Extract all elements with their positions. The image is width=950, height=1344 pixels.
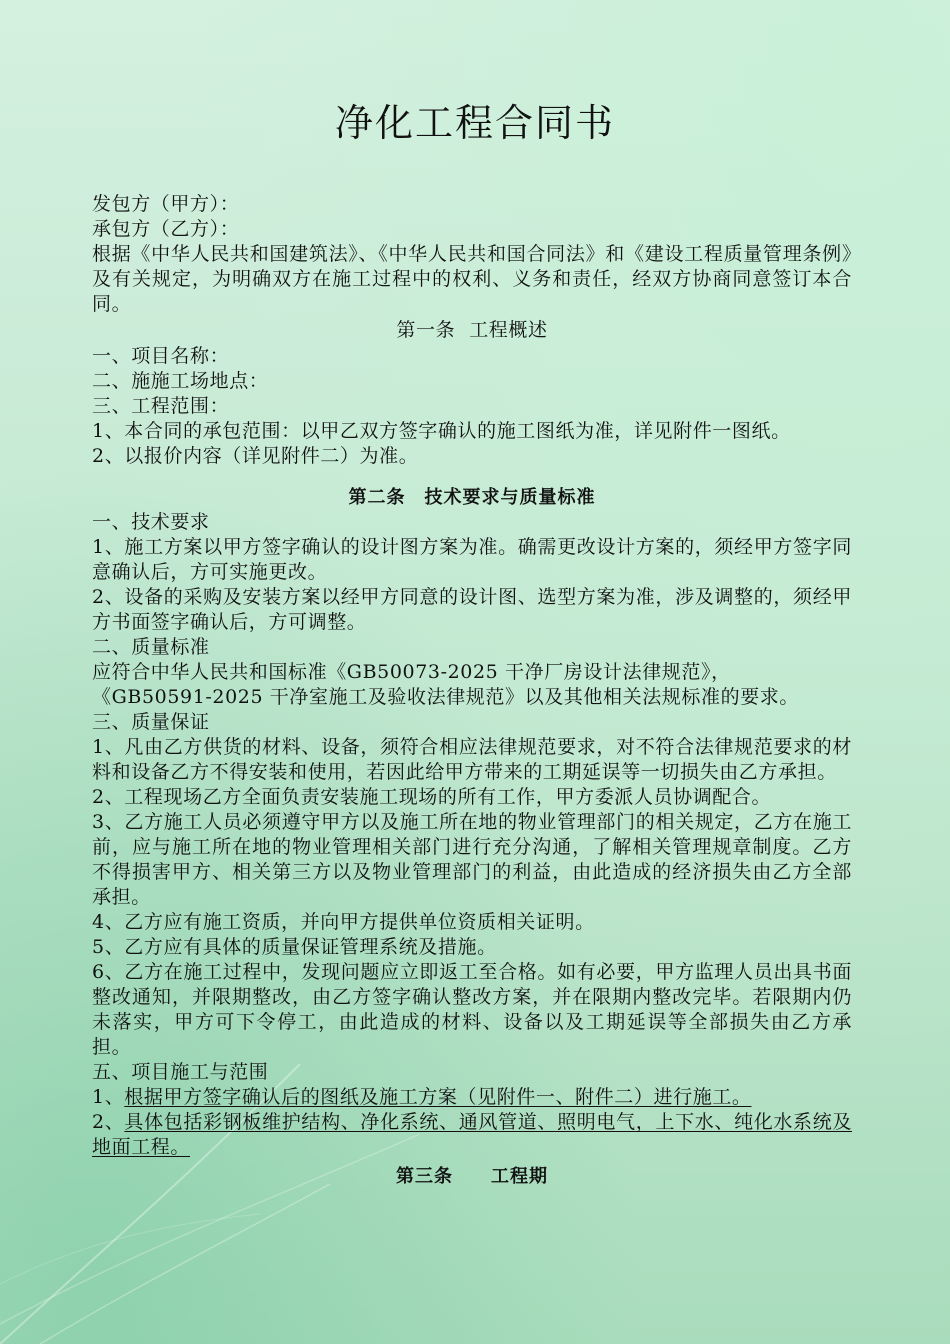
article1-item-site: 二、施施工场地点：	[92, 370, 269, 392]
tech-requirement-2: 2、设备的采购及安装方案以经甲方同意的设计图、选型方案为准，涉及调整的，须经甲方书面签字确认后，方可调整。	[92, 586, 852, 633]
quality-guarantee-5: 5、乙方应有具体的质量保证管理系统及措施。	[92, 936, 497, 958]
construction-scope-title: 五、项目施工与范围	[92, 1061, 269, 1083]
quality-standard-title: 二、质量标准	[92, 636, 210, 658]
quality-standard-line-2: 《GB50591-2025 干净室施工及验收法律规范》以及其他相关法规标准的要求。	[92, 686, 799, 708]
construction-scope-2-text: 具体包括彩钢板维护结构、净化系统、通风管道、照明电气，上下水、纯化水系统及地面工程。	[92, 1111, 852, 1158]
article1-heading	[92, 318, 852, 343]
quality-guarantee-4: 4、乙方应有施工资质，并向甲方提供单位资质相关证明。	[92, 911, 595, 933]
party-a-line: 发包方（甲方）：	[92, 193, 240, 215]
party-b-line: 承包方（乙方）：	[92, 218, 240, 240]
article1-scope-1: 1、本合同的承包范围：以甲乙双方签字确认的施工图纸为准，详见附件一图纸。	[92, 420, 791, 442]
article1-scope-2: 2、以报价内容（详见附件二）为准。	[92, 445, 419, 467]
document-title: 净化工程合同书	[334, 101, 615, 145]
construction-scope-2	[92, 1110, 852, 1160]
quality-guarantee-1: 1、凡由乙方供货的材料、设备，须符合相应法律规范要求，对不符合法律规范要求的材料和设备乙方不得安装和使用，若因此给甲方带来的工期延误等一切损失由乙方承担。	[92, 736, 852, 783]
article2-heading: 第二条 技术要求与质量标准	[348, 487, 596, 508]
construction-scope-1-text: 根据甲方签字确认后的图纸及施工方案（见附件一、附件二）进行施工。	[124, 1086, 752, 1108]
tech-requirements-title: 一、技术要求	[92, 511, 210, 533]
article1-item-scope: 三、工程范围：	[92, 395, 230, 417]
construction-scope-1-number: 1、	[92, 1086, 125, 1108]
contract-body	[92, 192, 852, 1189]
article1-item-name: 一、项目名称：	[92, 345, 230, 367]
quality-guarantee-3: 3、乙方施工人员必须遵守甲方以及施工所在地的物业管理部门的相关规定，乙方在施工前，应与施工所在地的物业管理相关部门进行充分沟通，了解相关管理规章制度。乙方不得损害甲方、相关第三方以及物业管理部门的利益，由此造成的经济损失由乙方全部承担。	[92, 811, 852, 908]
article1-number: 第一条	[396, 319, 456, 341]
article1-title: 工程概述	[469, 319, 548, 341]
preamble-paragraph: 根据《中华人民共和国建筑法》、《中华人民共和国合同法》和《建设工程质量管理条例》及有关规定，为明确双方在施工过程中的权利、义务和责任，经双方协商同意签订本合同。	[92, 243, 852, 315]
quality-guarantee-2: 2、工程现场乙方全面负责安装施工现场的所有工作，甲方委派人员协调配合。	[92, 786, 772, 808]
construction-scope-2-number: 2、	[92, 1111, 125, 1133]
quality-guarantee-title: 三、质量保证	[92, 711, 210, 733]
article3-heading: 第三条 工程期	[396, 1166, 548, 1187]
construction-scope-1	[92, 1085, 852, 1110]
quality-standard-line-1: 应符合中华人民共和国标准《GB50073-2025 干净厂房设计法律规范》，	[92, 661, 731, 683]
quality-guarantee-6: 6、乙方在施工过程中，发现问题应立即返工至合格。如有必要，甲方监理人员出具书面整改通知，并限期整改，由乙方签字确认整改方案，并在限期内整改完毕。若限期内仍未落实，甲方可下令停工，由此造成的材料、设备以及工期延误等全部损失由乙方承担。	[92, 961, 852, 1058]
tech-requirement-1: 1、施工方案以甲方签字确认的设计图方案为准。确需更改设计方案的，须经甲方签字同意确认后，方可实施更改。	[92, 536, 852, 583]
